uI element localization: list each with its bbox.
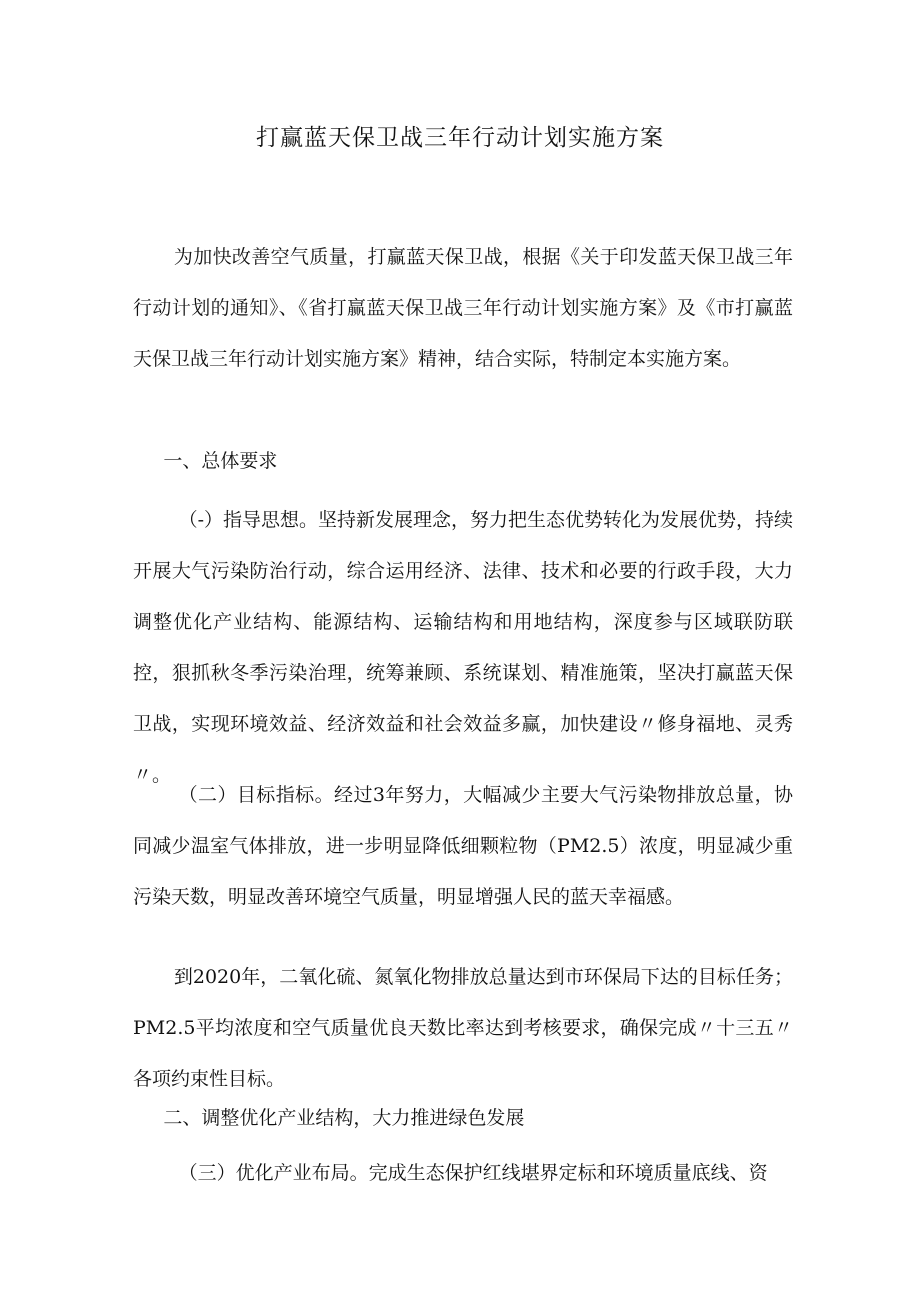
target-2020-paragraph: 到2020年，二氧化硫、氮氧化物排放总量达到市环保局下达的目标任务；PM2.5平均浓度和空气质量优良天数比率达到考核要求，确保完成〃十三五〃各项约束性目标。: [133, 966, 793, 1090]
guiding-ideology-paragraph: （-）指导思想。坚持新发展理念，努力把生态优势转化为发展优势，持续开展大气污染防治行动，综合运用经济、法律、技术和必要的行政手段，大力调整优化产业结构、能源结构、运输结构和用地结构，深度参与区域联防联控，狠抓秋冬季污染治理，统筹兼顾、系统谋划、精准施策，坚决打赢蓝天保卫战，实现环境效益、经济效益和社会效益多赢，加快建设〃修身福地、灵秀〃。: [133, 509, 794, 786]
document-title: 打赢蓝天保卫战三年行动计划实施方案: [256, 125, 664, 151]
section-heading-industrial-structure: 二、调整优化产业结构，大力推进绿色发展: [163, 1107, 525, 1129]
target-indicators-paragraph: （二）目标指标。经过3年努力，大幅减少主要大气污染物排放总量，协同减少温室气体排放，进一步明显降低细颗粒物（PM2.5）浓度，明显减少重污染天数，明显改善环境空气质量，明显增强人民的蓝天幸福感。: [133, 784, 793, 908]
industrial-layout-paragraph: （三）优化产业布局。完成生态保护红线堪界定标和环境质量底线、资: [178, 1162, 768, 1184]
intro-paragraph: 为加快改善空气质量，打赢蓝天保卫战，根据《关于印发蓝天保卫战三年行动计划的通知》、《省打赢蓝天保卫战三年行动计划实施方案》及《市打赢蓝天保卫战三年行动计划实施方案》精神，结合实际，特制定本实施方案。: [133, 246, 793, 370]
section-heading-general-requirements: 一、总体要求: [163, 450, 278, 472]
